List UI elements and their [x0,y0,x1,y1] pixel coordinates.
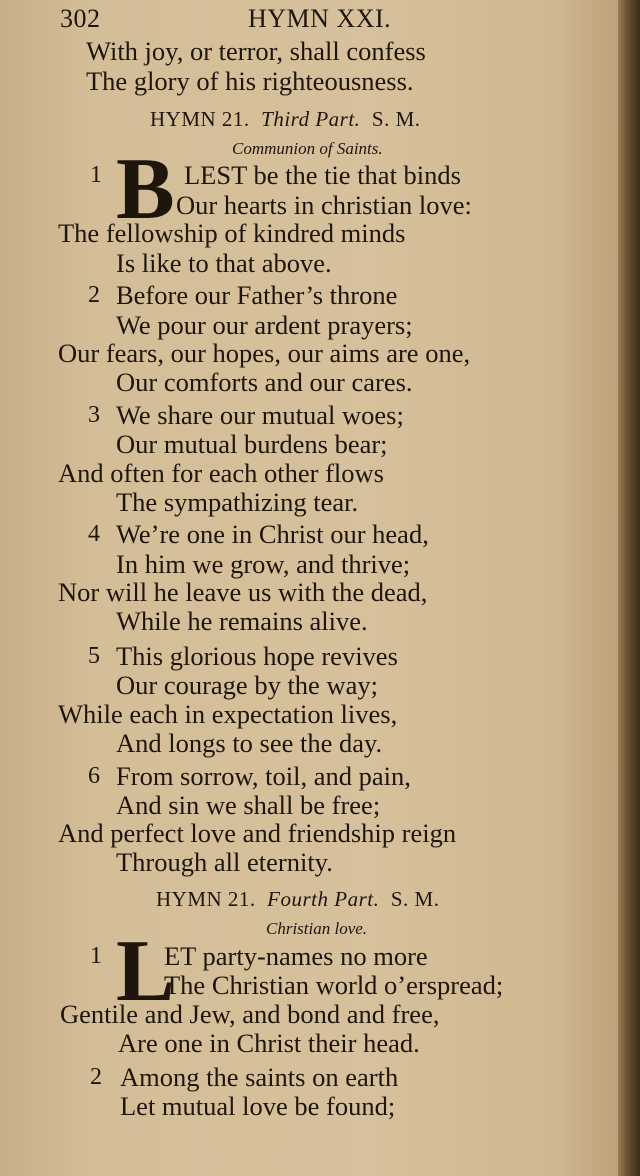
continuation-line-1: With joy, or terror, shall confess [86,36,426,66]
verse-line: Through all eternity. [116,847,333,877]
title-meter: S. M. [390,887,440,911]
verse-line: Our mutual burdens bear; [116,429,388,459]
title-part: Fourth Part. [267,887,380,911]
page-edge [618,0,640,1176]
verse-line: Gentile and Jew, and bond and free, [60,999,440,1029]
title-hymn: HYMN 21. [150,107,250,131]
verse-line: LEST be the tie that binds [184,160,461,190]
title-part: Third Part. [261,107,361,131]
running-title: HYMN XXI. [248,4,392,33]
hymn-title-fourth-part [156,884,439,914]
verse-line: Our courage by the way; [116,670,378,700]
verse-line: ET party-names no more [164,941,428,971]
stanza-number: 2 [88,282,100,308]
verse-line: The fellowship of kindred minds [58,218,406,248]
verse-line: While he remains alive. [116,606,368,636]
continuation-line-2: The glory of his righteousness. [86,66,414,96]
stanza-number: 5 [88,643,100,669]
verse-line: The Christian world o’erspread; [164,970,504,1000]
stanza-number: 1 [90,162,102,188]
verse-line: Nor will he leave us with the dead, [58,577,428,607]
verse-line: Our hearts in christian love: [176,190,472,220]
title-hymn: HYMN 21. [156,887,256,911]
hymn-caption: Christian love. [266,919,368,938]
verse-line: We share our mutual woes; [116,400,404,430]
verse-line: And longs to see the day. [116,728,383,758]
verse-line: Among the saints on earth [120,1062,399,1092]
verse-line: In him we grow, and thrive; [116,549,411,579]
verse-line: We’re one in Christ our head, [116,519,429,549]
drop-cap: B [116,141,175,238]
verse-line: We pour our ardent prayers; [116,310,413,340]
stanza-number: 4 [88,521,100,547]
hymn-caption: Communion of Saints. [232,139,383,158]
verse-line: Is like to that above. [116,248,332,278]
title-meter: S. M. [371,107,421,131]
stanza-number: 2 [90,1064,102,1090]
drop-cap: L [116,923,175,1020]
verse-line: Are one in Christ their head. [118,1028,420,1058]
stanza-number: 3 [88,402,100,428]
verse-line: Before our Father’s throne [116,280,398,310]
verse-line: From sorrow, toil, and pain, [116,761,411,791]
stanza-number: 1 [90,943,102,969]
verse-line: Our fears, our hopes, our aims are one, [58,338,471,368]
verse-line: And sin we shall be free; [116,790,381,820]
verse-line: And perfect love and friendship reign [58,818,457,848]
stanza-number: 6 [88,763,100,789]
verse-line: While each in expectation lives, [58,699,398,729]
verse-line: And often for each other flows [58,458,384,488]
verse-line: Our comforts and our cares. [116,367,413,397]
hymn-title-third-part [150,104,421,134]
verse-line: Let mutual love be found; [120,1091,396,1121]
page-number: 302 [60,4,101,33]
verse-line: The sympathizing tear. [116,487,359,517]
verse-line: This glorious hope revives [116,641,398,671]
